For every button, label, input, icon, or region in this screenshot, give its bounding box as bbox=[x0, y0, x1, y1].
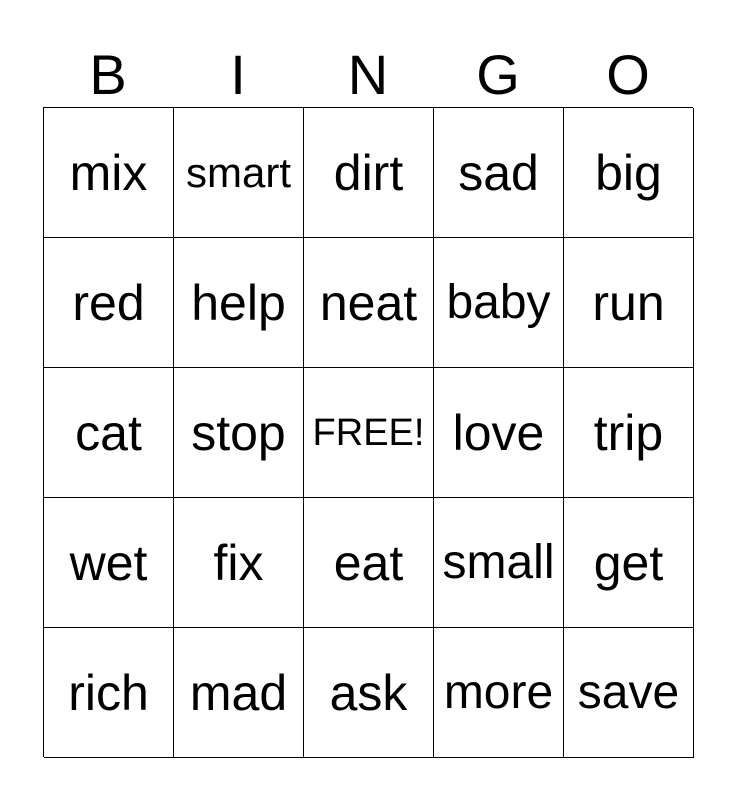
bingo-cell[interactable]: get bbox=[564, 498, 694, 628]
bingo-cell[interactable]: fix bbox=[174, 498, 304, 628]
bingo-cell[interactable]: wet bbox=[44, 498, 174, 628]
bingo-cell[interactable]: mix bbox=[44, 108, 174, 238]
header-letter-n: N bbox=[347, 43, 389, 106]
bingo-cell[interactable]: small bbox=[434, 498, 564, 628]
bingo-cell[interactable]: help bbox=[174, 238, 304, 368]
bingo-cell[interactable]: dirt bbox=[304, 108, 434, 238]
bingo-cell[interactable]: red bbox=[44, 238, 174, 368]
header-letter-i: I bbox=[230, 43, 246, 106]
bingo-cell[interactable]: baby bbox=[434, 238, 564, 368]
header-letter-b: B bbox=[89, 43, 127, 106]
bingo-cell[interactable]: big bbox=[564, 108, 694, 238]
bingo-cell[interactable]: smart bbox=[174, 108, 304, 238]
bingo-cell[interactable]: trip bbox=[564, 368, 694, 498]
bingo-cell[interactable]: sad bbox=[434, 108, 564, 238]
bingo-header bbox=[43, 42, 693, 108]
bingo-cell[interactable]: ask bbox=[304, 628, 434, 758]
bingo-grid bbox=[43, 107, 693, 757]
free-space-cell[interactable]: FREE! bbox=[304, 368, 434, 498]
bingo-cell[interactable]: save bbox=[564, 628, 694, 758]
bingo-cell[interactable]: run bbox=[564, 238, 694, 368]
bingo-cell[interactable]: more bbox=[434, 628, 564, 758]
bingo-cell[interactable]: mad bbox=[174, 628, 304, 758]
bingo-cell[interactable]: eat bbox=[304, 498, 434, 628]
bingo-cell[interactable]: neat bbox=[304, 238, 434, 368]
bingo-cell[interactable]: love bbox=[434, 368, 564, 498]
header-letter-o: O bbox=[606, 43, 650, 106]
bingo-cell[interactable]: stop bbox=[174, 368, 304, 498]
header-letter-g: G bbox=[476, 43, 520, 106]
bingo-cell[interactable]: rich bbox=[44, 628, 174, 758]
bingo-cell[interactable]: cat bbox=[44, 368, 174, 498]
